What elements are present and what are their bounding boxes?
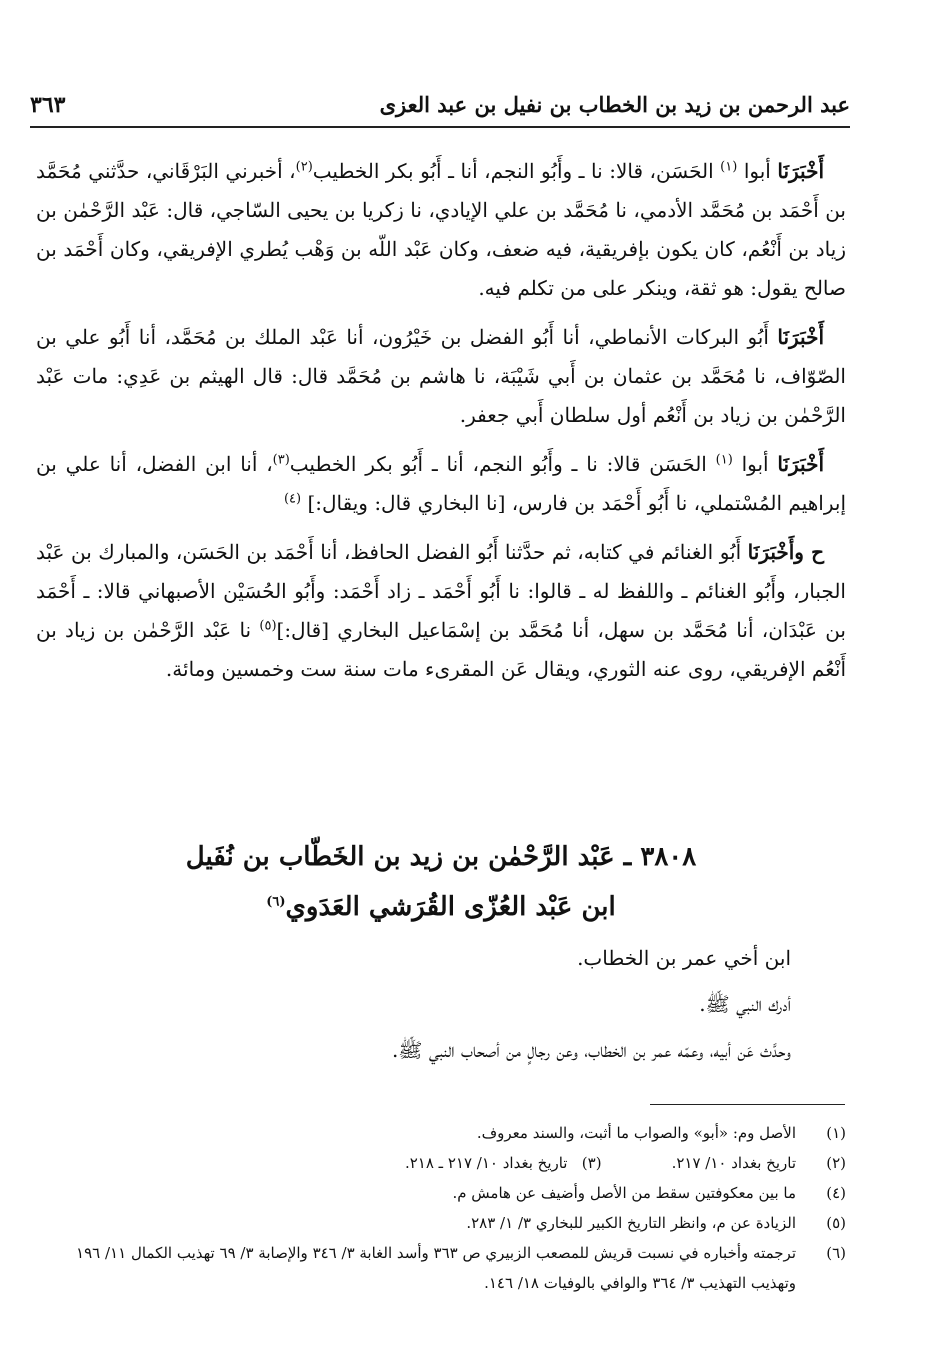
lead-word: ح وأَخْبَرَنَا	[747, 540, 824, 564]
paragraph-3	[36, 445, 846, 523]
paragraph-1	[36, 152, 846, 308]
footnote-ref[interactable]: (٤)	[283, 491, 302, 507]
footnote	[36, 1148, 846, 1178]
footnote-text-pair	[36, 1148, 796, 1178]
footnote-ref[interactable]: (٥)	[259, 618, 277, 634]
text: الحَسَن، قالا: نا ـ وأَبُو النجم، أنا ـ أَبُو بكر الخطيب	[312, 159, 714, 183]
footnote-text: تاريخ بغداد ١٠/ ٢١٧.	[671, 1154, 796, 1172]
footnote-number: (٤)	[826, 1184, 846, 1202]
footnote	[36, 1238, 846, 1298]
bio-line: ابن أخي عمر بن الخطاب.	[577, 946, 791, 970]
running-header	[30, 92, 850, 128]
footnote	[36, 1118, 846, 1148]
footnote-text: ترجمته وأخباره في نسبت قريش للمصعب الزبيري ص ٣٦٣ وأسد الغابة ٣/ ٣٤٦ والإصابة ٣/ ٦٩ تهذيب الكمال ١١/ ١٩٦ وتهذيب التهذيب ٣/ ٣٦٤ والوافي بالوفيات ١٨/ ١٤٦.	[76, 1244, 796, 1292]
biography	[36, 935, 846, 1073]
footnote-ref[interactable]: (١)	[720, 159, 738, 175]
footnote-number: (٥)	[826, 1214, 846, 1232]
text: أبوا	[743, 159, 771, 183]
text: الحَسَن قالا: نا ـ وأَبُو النجم، أنا ـ أَبُو بكر الخطيب	[289, 452, 707, 476]
lead-word: أَخْبَرَنَا	[777, 452, 825, 476]
running-title: عبد الرحمن بن زيد بن الخطاب بن نفيل بن عبد العزى	[379, 92, 850, 117]
footnote-text: تاريخ بغداد ١٠/ ٢١٧ ـ ٢١٨.	[404, 1154, 568, 1172]
footnote-ref[interactable]: (٦)	[266, 894, 286, 910]
footnote-ref[interactable]: (١)	[715, 452, 733, 468]
footnote-text: ما بين معكوفتين سقط من الأصل وأضيف عن هامش م.	[452, 1184, 796, 1202]
text: أبوا	[741, 452, 769, 476]
footnote-number: (٣)	[581, 1154, 602, 1172]
lead-word: أَخْبَرَنَا	[777, 159, 824, 183]
page-number: ٣٦٣	[30, 92, 66, 118]
bio-line: وحدَّث عَن أبيه، وعمّه عمر بن الخطاب، وعن رجالٍ من أصحاب النبي ﷺ.	[391, 1038, 791, 1062]
bio-line: أدرك النبي ﷺ.	[699, 992, 791, 1016]
text: ، أخبرني البَرْقَاني، حدَّثني مُحَمَّد بن أَحْمَد بن مُحَمَّد الأدمي، نا مُحَمَّد بن علي الإيادي، نا زكريا بن يحيى السّاجي، قال: عَبْد الرَّحْمٰن بن زياد بن أَنْعُم، كان يكون بإفريقية، فيه ضعف، وكان عَبْد اللّه بن وَهْب يُطري الإفريقي، وكان أَحْمَد بن صالح يقول: هو ثقة، وينكر على من تكلم فيه.	[36, 159, 847, 300]
lead-word: أَخْبَرَنَا	[777, 325, 825, 349]
footnote-divider	[650, 1104, 845, 1105]
footnote-text: الأصل وم: «أبو» والصواب ما أثبت، والسند معروف.	[476, 1124, 796, 1142]
entry-heading-line-1: ٣٨٠٨ ـ عَبْد الرَّحْمٰن بن زيد بن الخَطّاب بن نُفَيل	[185, 842, 697, 872]
paragraph-4	[36, 533, 846, 689]
footnote-number: (١)	[826, 1124, 846, 1142]
footnotes	[36, 1118, 846, 1298]
footnote-ref[interactable]: (٢)	[295, 159, 313, 175]
footnote	[36, 1208, 846, 1238]
footnote-text: الزيادة عن م، وانظر التاريخ الكبير للبخاري ٣/ ١/ ٢٨٣.	[466, 1214, 796, 1232]
paragraph-2	[36, 318, 846, 435]
text: ، أنا ابن الفضل، أنا علي بن إبراهيم المُسْتملي، نا أَبُو أَحْمَد بن فارس، [نا البخاري قال: ويقال:]	[36, 452, 846, 515]
footnote	[36, 1178, 846, 1208]
main-text	[36, 152, 846, 699]
text: نا عَبْد الرَّحْمٰن بن زياد بن أَنْعُم الإفريقي، روى عنه الثوري، ويقال عَن المقرىء مات سنة ست وخمسين ومائة.	[36, 618, 846, 681]
entry-heading-line-2	[36, 882, 846, 932]
entry-name: ابن عَبْد العُزّى القُرَشي العَدَوي	[285, 892, 616, 922]
entry-heading	[36, 832, 846, 932]
text: أَبُو البركات الأنماطي، أنا أَبُو الفضل بن خَيْرُون، أنا عَبْد الملك بن مُحَمَّد، أنا أَبُو علي بن الصّوّاف، نا مُحَمَّد بن عثمان بن أَبي شَيْبَة، نا هاشم بن مُحَمَّد قال: قال الهيثم بن عَدِي: مات عَبْد الرَّحْمٰن بن زياد بن أَنْعُم أول سلطان أَبي جعفر.	[36, 325, 846, 427]
footnote-ref[interactable]: (٣)	[272, 452, 290, 468]
footnote-number: (٦)	[826, 1244, 846, 1262]
text: أَبُو الغنائم في كتابه، ثم حدَّثنا أَبُو الفضل الحافظ، أنا أَحْمَد بن الحَسَن، والمبارك بن عَبْد الجبار، وأَبُو الغنائم ـ واللفظ له ـ قالوا: نا أَبُو أَحْمَد ـ زاد أَحْمَد: وأَبُو الحُسَيْن الأصبهاني قالا: ـ أَحْمَد بن عَبْدَان، أنا مُحَمَّد بن سهل، أنا مُحَمَّد بن إسْمَاعيل البخاري [قال:]	[36, 540, 846, 642]
footnote-number: (٢)	[826, 1154, 846, 1172]
